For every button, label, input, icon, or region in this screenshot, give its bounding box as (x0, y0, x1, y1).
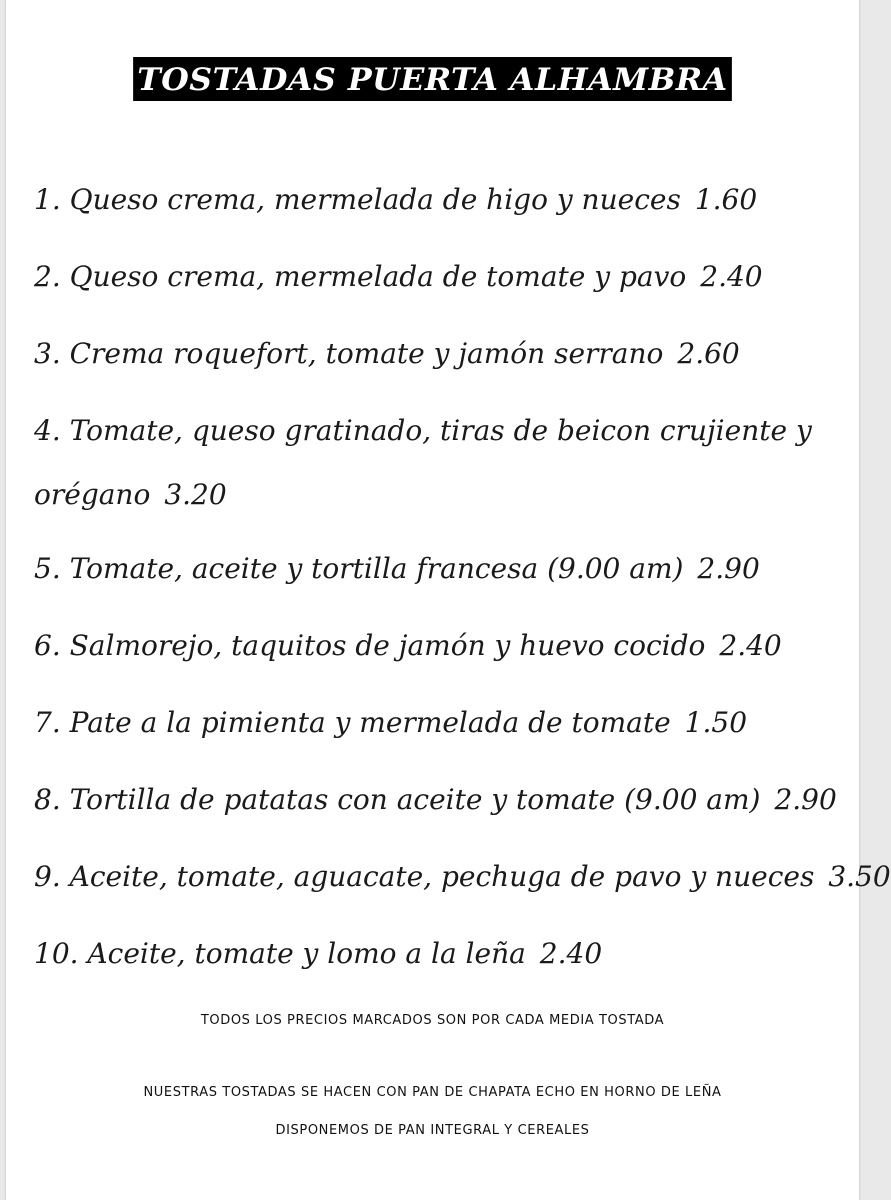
menu-item-price: 3.20 (164, 478, 227, 511)
menu-item-name: 7. Pate a la pimienta y mermelada de tomate (34, 706, 671, 739)
menu-item (34, 537, 834, 614)
bread-note: NUESTRAS TOSTADAS SE HACEN CON PAN DE CHAPATA ECHO EN HORNO DE LEÑA (143, 1085, 722, 1100)
price-note: TODOS LOS PRECIOS MARCADOS SON POR CADA MEDIA TOSTADA (200, 1013, 665, 1028)
menu-item-price: 1.50 (684, 706, 748, 739)
menu-item (34, 768, 837, 845)
menu-item (34, 322, 834, 399)
menu-item (34, 168, 834, 245)
menu-item-name: 6. Salmorejo, taquitos de jamón y huevo cocido (34, 629, 706, 662)
menu-item-price: 3.50 (828, 860, 891, 893)
menu-item (34, 245, 834, 322)
menu-page (6, 0, 891, 1200)
menu-item-name: 8. Tortilla de patatas con aceite y tomate (9.00 am) (34, 783, 761, 816)
menu-item-name: 5. Tomate, aceite y tortilla francesa (9.00 am) (34, 552, 684, 585)
menu-item-name: 1. Queso crema, mermelada de higo y nueces (34, 183, 681, 216)
menu-item-price: 1.60 (694, 183, 758, 216)
menu-item-price: 2.40 (719, 629, 782, 662)
menu-item (34, 399, 834, 537)
menu-title: TOSTADAS PUERTA ALHAMBRA (133, 57, 732, 101)
menu-item (34, 845, 891, 922)
menu-item-price: 2.40 (539, 937, 603, 970)
menu-item-price: 2.90 (697, 552, 760, 585)
menu-item-name: 4. Tomate, queso gratinado, tiras de beicon crujiente y orégano (34, 414, 812, 511)
menu-item (34, 614, 834, 691)
menu-item-name: 3. Crema roquefort, tomate y jamón serrano (34, 337, 664, 370)
menu-list (34, 168, 891, 999)
menu-item-price: 2.90 (774, 783, 837, 816)
menu-item-name: 2. Queso crema, mermelada de tomate y pavo (34, 260, 687, 293)
menu-item (34, 922, 834, 999)
menu-item (34, 691, 834, 768)
menu-item-price: 2.60 (677, 337, 740, 370)
title-wrapper (6, 57, 859, 101)
menu-item-name: 9. Aceite, tomate, aguacate, pechuga de pavo y nueces (34, 860, 815, 893)
bread-options-note: DISPONEMOS DE PAN INTEGRAL Y CEREALES (275, 1123, 590, 1138)
menu-item-name: 10. Aceite, tomate y lomo a la leña (34, 937, 526, 970)
menu-item-price: 2.40 (700, 260, 763, 293)
